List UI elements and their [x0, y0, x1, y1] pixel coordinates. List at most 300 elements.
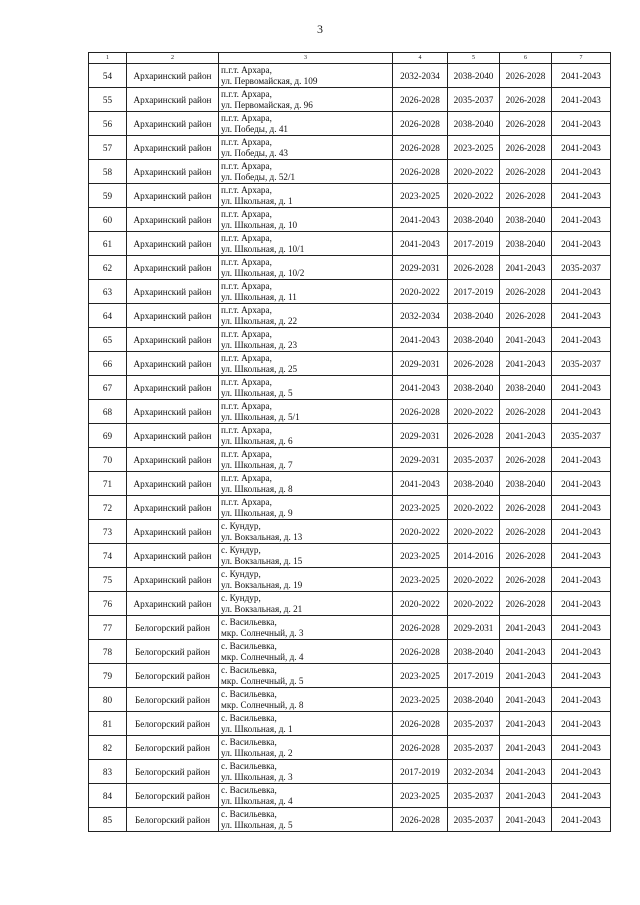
district-cell: Архаринский район	[127, 208, 219, 232]
period-cell-col4: 2026-2028	[393, 400, 448, 424]
period-cell-col4: 2020-2022	[393, 280, 448, 304]
period-cell-col4: 2017-2019	[393, 760, 448, 784]
period-cell-col5: 2038-2040	[448, 472, 500, 496]
period-cell-col7: 2041-2043	[552, 88, 611, 112]
row-number-cell: 61	[89, 232, 127, 256]
period-cell-col7: 2041-2043	[552, 520, 611, 544]
row-number-cell: 76	[89, 592, 127, 616]
period-cell-col4: 2023-2025	[393, 184, 448, 208]
table-row	[89, 616, 611, 640]
address-line: с. Васильевка,	[221, 640, 277, 651]
address-cell	[219, 736, 393, 760]
district-cell: Белогорский район	[127, 712, 219, 736]
address-line: с. Васильевка,	[221, 712, 277, 723]
address-line: ул. Школьная, д. 10/2	[221, 267, 305, 278]
address-line: п.г.т. Архара,	[221, 496, 272, 507]
address-line: п.г.т. Архара,	[221, 328, 272, 339]
address-cell	[219, 64, 393, 88]
address-line: п.г.т. Архара,	[221, 88, 272, 99]
address-line: ул. Школьная, д. 25	[221, 363, 298, 374]
district-cell: Белогорский район	[127, 688, 219, 712]
district-cell: Белогорский район	[127, 760, 219, 784]
period-cell-col7: 2041-2043	[552, 544, 611, 568]
period-cell-col7: 2035-2037	[552, 352, 611, 376]
address-cell	[219, 304, 393, 328]
period-cell-col7: 2041-2043	[552, 688, 611, 712]
row-number-cell: 73	[89, 520, 127, 544]
table-row	[89, 136, 611, 160]
period-cell-col4: 2032-2034	[393, 304, 448, 328]
table-row	[89, 112, 611, 136]
address-cell	[219, 88, 393, 112]
period-cell-col6: 2041-2043	[500, 424, 552, 448]
period-cell-col7: 2041-2043	[552, 208, 611, 232]
period-cell-col5: 2035-2037	[448, 712, 500, 736]
period-cell-col6: 2026-2028	[500, 160, 552, 184]
period-cell-col4: 2020-2022	[393, 520, 448, 544]
address-cell	[219, 640, 393, 664]
table-row	[89, 64, 611, 88]
period-cell-col6: 2026-2028	[500, 568, 552, 592]
district-cell: Архаринский район	[127, 280, 219, 304]
period-cell-col7: 2041-2043	[552, 328, 611, 352]
address-line: ул. Школьная, д. 10/1	[221, 243, 305, 254]
row-number-cell: 57	[89, 136, 127, 160]
period-cell-col7: 2041-2043	[552, 400, 611, 424]
table-row	[89, 760, 611, 784]
period-cell-col4: 2041-2043	[393, 328, 448, 352]
period-cell-col6: 2041-2043	[500, 712, 552, 736]
period-cell-col7: 2041-2043	[552, 136, 611, 160]
period-cell-col5: 2017-2019	[448, 280, 500, 304]
period-cell-col5: 2035-2037	[448, 784, 500, 808]
address-line: п.г.т. Архара,	[221, 256, 272, 267]
column-number: 3	[219, 53, 393, 64]
table-row	[89, 592, 611, 616]
period-cell-col6: 2026-2028	[500, 304, 552, 328]
table-row	[89, 568, 611, 592]
period-cell-col6: 2038-2040	[500, 376, 552, 400]
address-line: с. Кундур,	[221, 592, 261, 603]
address-cell	[219, 424, 393, 448]
district-cell: Архаринский район	[127, 400, 219, 424]
period-cell-col5: 2026-2028	[448, 352, 500, 376]
district-cell: Архаринский район	[127, 424, 219, 448]
period-cell-col5: 2038-2040	[448, 64, 500, 88]
table-row	[89, 496, 611, 520]
row-number-cell: 69	[89, 424, 127, 448]
column-number: 6	[500, 53, 552, 64]
table-row	[89, 448, 611, 472]
period-cell-col5: 2020-2022	[448, 568, 500, 592]
district-cell: Архаринский район	[127, 568, 219, 592]
row-number-cell: 66	[89, 352, 127, 376]
table-row	[89, 424, 611, 448]
period-cell-col4: 2023-2025	[393, 496, 448, 520]
row-number-cell: 62	[89, 256, 127, 280]
address-cell	[219, 280, 393, 304]
table-row	[89, 184, 611, 208]
address-line: ул. Школьная, д. 1	[221, 723, 293, 734]
district-cell: Белогорский район	[127, 736, 219, 760]
address-cell	[219, 376, 393, 400]
address-cell	[219, 688, 393, 712]
period-cell-col5: 2038-2040	[448, 640, 500, 664]
address-line: п.г.т. Архара,	[221, 160, 272, 171]
period-cell-col5: 2038-2040	[448, 304, 500, 328]
period-cell-col5: 2026-2028	[448, 424, 500, 448]
address-line: п.г.т. Архара,	[221, 424, 272, 435]
row-number-cell: 55	[89, 88, 127, 112]
period-cell-col6: 2026-2028	[500, 280, 552, 304]
table-row	[89, 160, 611, 184]
row-number-cell: 82	[89, 736, 127, 760]
table-row	[89, 280, 611, 304]
district-cell: Архаринский район	[127, 64, 219, 88]
period-cell-col4: 2029-2031	[393, 256, 448, 280]
district-cell: Архаринский район	[127, 544, 219, 568]
period-cell-col7: 2041-2043	[552, 448, 611, 472]
period-cell-col5: 2038-2040	[448, 112, 500, 136]
row-number-cell: 75	[89, 568, 127, 592]
period-cell-col6: 2026-2028	[500, 184, 552, 208]
row-number-cell: 54	[89, 64, 127, 88]
period-cell-col6: 2041-2043	[500, 736, 552, 760]
period-cell-col6: 2038-2040	[500, 208, 552, 232]
period-cell-col4: 2026-2028	[393, 640, 448, 664]
period-cell-col5: 2020-2022	[448, 400, 500, 424]
period-cell-col5: 2017-2019	[448, 664, 500, 688]
address-line: ул. Школьная, д. 11	[221, 291, 297, 302]
period-cell-col6: 2041-2043	[500, 640, 552, 664]
table-row	[89, 88, 611, 112]
address-line: ул. Школьная, д. 1	[221, 195, 293, 206]
district-cell: Архаринский район	[127, 520, 219, 544]
address-line: п.г.т. Архара,	[221, 472, 272, 483]
address-cell	[219, 112, 393, 136]
period-cell-col7: 2041-2043	[552, 616, 611, 640]
period-cell-col6: 2026-2028	[500, 496, 552, 520]
period-cell-col6: 2041-2043	[500, 664, 552, 688]
row-number-cell: 74	[89, 544, 127, 568]
period-cell-col4: 2041-2043	[393, 376, 448, 400]
period-cell-col5: 2026-2028	[448, 256, 500, 280]
period-cell-col7: 2041-2043	[552, 808, 611, 832]
table-row	[89, 712, 611, 736]
period-cell-col7: 2041-2043	[552, 112, 611, 136]
table-row	[89, 664, 611, 688]
address-line: ул. Вокзальная, д. 19	[221, 579, 303, 590]
address-line: мкр. Солнечный, д. 3	[221, 627, 304, 638]
period-cell-col6: 2026-2028	[500, 520, 552, 544]
address-cell	[219, 496, 393, 520]
address-cell	[219, 784, 393, 808]
period-cell-col6: 2041-2043	[500, 808, 552, 832]
address-line: ул. Школьная, д. 5	[221, 819, 293, 830]
period-cell-col4: 2041-2043	[393, 472, 448, 496]
district-cell: Архаринский район	[127, 328, 219, 352]
address-line: ул. Победы, д. 43	[221, 147, 289, 158]
period-cell-col4: 2023-2025	[393, 568, 448, 592]
period-cell-col5: 2035-2037	[448, 808, 500, 832]
address-line: с. Васильевка,	[221, 760, 277, 771]
period-cell-col7: 2041-2043	[552, 304, 611, 328]
row-number-cell: 83	[89, 760, 127, 784]
period-cell-col7: 2041-2043	[552, 664, 611, 688]
table-row	[89, 376, 611, 400]
period-cell-col5: 2020-2022	[448, 520, 500, 544]
row-number-cell: 79	[89, 664, 127, 688]
period-cell-col4: 2029-2031	[393, 448, 448, 472]
address-line: ул. Школьная, д. 6	[221, 435, 293, 446]
table-body	[89, 64, 611, 832]
period-cell-col4: 2041-2043	[393, 208, 448, 232]
period-cell-col4: 2026-2028	[393, 136, 448, 160]
address-line: п.г.т. Архара,	[221, 232, 272, 243]
table-row	[89, 736, 611, 760]
address-line: ул. Школьная, д. 3	[221, 771, 293, 782]
address-line: ул. Первомайская, д. 96	[221, 99, 313, 110]
district-cell: Архаринский район	[127, 136, 219, 160]
district-cell: Архаринский район	[127, 88, 219, 112]
period-cell-col4: 2026-2028	[393, 736, 448, 760]
district-cell: Архаринский район	[127, 304, 219, 328]
registry-table	[88, 52, 611, 832]
column-number: 1	[89, 53, 127, 64]
row-number-cell: 67	[89, 376, 127, 400]
address-line: п.г.т. Архара,	[221, 136, 272, 147]
address-line: ул. Вокзальная, д. 13	[221, 531, 303, 542]
address-line: п.г.т. Архара,	[221, 64, 272, 75]
address-cell	[219, 520, 393, 544]
period-cell-col5: 2020-2022	[448, 184, 500, 208]
address-line: мкр. Солнечный, д. 4	[221, 651, 304, 662]
period-cell-col6: 2041-2043	[500, 784, 552, 808]
address-cell	[219, 544, 393, 568]
address-line: с. Кундур,	[221, 544, 261, 555]
period-cell-col4: 2023-2025	[393, 688, 448, 712]
address-line: ул. Школьная, д. 4	[221, 795, 293, 806]
address-cell	[219, 184, 393, 208]
row-number-cell: 72	[89, 496, 127, 520]
address-line: с. Васильевка,	[221, 736, 277, 747]
period-cell-col6: 2038-2040	[500, 472, 552, 496]
address-line: ул. Школьная, д. 22	[221, 315, 298, 326]
address-line: ул. Школьная, д. 5/1	[221, 411, 300, 422]
address-line: ул. Школьная, д. 23	[221, 339, 298, 350]
period-cell-col6: 2026-2028	[500, 448, 552, 472]
address-cell	[219, 328, 393, 352]
period-cell-col4: 2029-2031	[393, 352, 448, 376]
period-cell-col4: 2023-2025	[393, 784, 448, 808]
period-cell-col7: 2041-2043	[552, 496, 611, 520]
district-cell: Архаринский район	[127, 112, 219, 136]
row-number-cell: 63	[89, 280, 127, 304]
period-cell-col6: 2026-2028	[500, 400, 552, 424]
row-number-cell: 65	[89, 328, 127, 352]
address-line: ул. Вокзальная, д. 15	[221, 555, 303, 566]
column-number: 7	[552, 53, 611, 64]
period-cell-col4: 2026-2028	[393, 616, 448, 640]
period-cell-col6: 2041-2043	[500, 352, 552, 376]
address-line: п.г.т. Архара,	[221, 208, 272, 219]
period-cell-col5: 2020-2022	[448, 160, 500, 184]
address-line: с. Васильевка,	[221, 808, 277, 819]
period-cell-col4: 2026-2028	[393, 160, 448, 184]
table-row	[89, 400, 611, 424]
period-cell-col7: 2041-2043	[552, 640, 611, 664]
period-cell-col7: 2035-2037	[552, 424, 611, 448]
period-cell-col7: 2041-2043	[552, 64, 611, 88]
period-cell-col6: 2026-2028	[500, 544, 552, 568]
address-line: ул. Первомайская, д. 109	[221, 75, 318, 86]
address-cell	[219, 208, 393, 232]
period-cell-col4: 2026-2028	[393, 808, 448, 832]
row-number-cell: 59	[89, 184, 127, 208]
period-cell-col4: 2023-2025	[393, 664, 448, 688]
period-cell-col6: 2041-2043	[500, 688, 552, 712]
address-cell	[219, 808, 393, 832]
address-line: п.г.т. Архара,	[221, 400, 272, 411]
district-cell: Архаринский район	[127, 160, 219, 184]
period-cell-col7: 2041-2043	[552, 592, 611, 616]
address-cell	[219, 136, 393, 160]
row-number-cell: 64	[89, 304, 127, 328]
address-line: ул. Школьная, д. 7	[221, 459, 293, 470]
period-cell-col7: 2041-2043	[552, 784, 611, 808]
period-cell-col5: 2014-2016	[448, 544, 500, 568]
row-number-cell: 71	[89, 472, 127, 496]
period-cell-col7: 2041-2043	[552, 376, 611, 400]
row-number-cell: 80	[89, 688, 127, 712]
district-cell: Архаринский район	[127, 472, 219, 496]
address-line: п.г.т. Архара,	[221, 304, 272, 315]
table-row	[89, 208, 611, 232]
address-line: ул. Вокзальная, д. 21	[221, 603, 303, 614]
column-number: 5	[448, 53, 500, 64]
period-cell-col6: 2041-2043	[500, 328, 552, 352]
period-cell-col7: 2041-2043	[552, 232, 611, 256]
district-cell: Архаринский район	[127, 232, 219, 256]
period-cell-col7: 2041-2043	[552, 712, 611, 736]
address-line: с. Васильевка,	[221, 784, 277, 795]
table-row	[89, 328, 611, 352]
address-line: с. Васильевка,	[221, 688, 277, 699]
period-cell-col5: 2032-2034	[448, 760, 500, 784]
period-cell-col6: 2041-2043	[500, 256, 552, 280]
address-cell	[219, 712, 393, 736]
period-cell-col4: 2032-2034	[393, 64, 448, 88]
period-cell-col5: 2035-2037	[448, 88, 500, 112]
address-line: ул. Школьная, д. 9	[221, 507, 293, 518]
address-cell	[219, 568, 393, 592]
period-cell-col6: 2026-2028	[500, 88, 552, 112]
district-cell: Белогорский район	[127, 664, 219, 688]
row-number-cell: 77	[89, 616, 127, 640]
address-line: п.г.т. Архара,	[221, 280, 272, 291]
period-cell-col5: 2038-2040	[448, 328, 500, 352]
column-number: 2	[127, 53, 219, 64]
district-cell: Белогорский район	[127, 808, 219, 832]
period-cell-col5: 2020-2022	[448, 592, 500, 616]
address-line: с. Васильевка,	[221, 616, 277, 627]
table-row	[89, 808, 611, 832]
period-cell-col5: 2035-2037	[448, 448, 500, 472]
address-cell	[219, 592, 393, 616]
address-line: ул. Школьная, д. 2	[221, 747, 293, 758]
period-cell-col4: 2026-2028	[393, 712, 448, 736]
period-cell-col4: 2020-2022	[393, 592, 448, 616]
address-cell	[219, 352, 393, 376]
table-row	[89, 304, 611, 328]
address-cell	[219, 160, 393, 184]
address-line: п.г.т. Архара,	[221, 184, 272, 195]
column-number: 4	[393, 53, 448, 64]
period-cell-col5: 2038-2040	[448, 208, 500, 232]
row-number-cell: 68	[89, 400, 127, 424]
table-row	[89, 352, 611, 376]
address-line: п.г.т. Архара,	[221, 376, 272, 387]
row-number-cell: 70	[89, 448, 127, 472]
period-cell-col5: 2035-2037	[448, 736, 500, 760]
period-cell-col7: 2041-2043	[552, 736, 611, 760]
period-cell-col7: 2041-2043	[552, 160, 611, 184]
page-number: 3	[317, 22, 323, 36]
address-cell	[219, 616, 393, 640]
period-cell-col6: 2026-2028	[500, 64, 552, 88]
period-cell-col7: 2041-2043	[552, 472, 611, 496]
row-number-cell: 84	[89, 784, 127, 808]
row-number-cell: 78	[89, 640, 127, 664]
period-cell-col5: 2029-2031	[448, 616, 500, 640]
table-row	[89, 640, 611, 664]
period-cell-col6: 2038-2040	[500, 232, 552, 256]
table-row	[89, 472, 611, 496]
district-cell: Архаринский район	[127, 448, 219, 472]
row-number-cell: 85	[89, 808, 127, 832]
period-cell-col4: 2041-2043	[393, 232, 448, 256]
address-cell	[219, 232, 393, 256]
district-cell: Архаринский район	[127, 184, 219, 208]
address-cell	[219, 256, 393, 280]
address-line: ул. Победы, д. 41	[221, 123, 289, 134]
address-line: мкр. Солнечный, д. 8	[221, 699, 304, 710]
address-cell	[219, 448, 393, 472]
district-cell: Белогорский район	[127, 784, 219, 808]
period-cell-col7: 2041-2043	[552, 568, 611, 592]
district-cell: Архаринский район	[127, 496, 219, 520]
district-cell: Архаринский район	[127, 592, 219, 616]
district-cell: Архаринский район	[127, 376, 219, 400]
address-cell	[219, 472, 393, 496]
address-line: мкр. Солнечный, д. 5	[221, 675, 304, 686]
address-cell	[219, 760, 393, 784]
period-cell-col5: 2023-2025	[448, 136, 500, 160]
address-line: с. Кундур,	[221, 568, 261, 579]
table-row	[89, 232, 611, 256]
address-line: ул. Школьная, д. 8	[221, 483, 293, 494]
period-cell-col6: 2041-2043	[500, 760, 552, 784]
period-cell-col5: 2017-2019	[448, 232, 500, 256]
district-cell: Архаринский район	[127, 352, 219, 376]
column-number-row	[89, 53, 611, 64]
period-cell-col4: 2026-2028	[393, 88, 448, 112]
address-line: с. Кундур,	[221, 520, 261, 531]
district-cell: Белогорский район	[127, 640, 219, 664]
period-cell-col7: 2035-2037	[552, 256, 611, 280]
row-number-cell: 58	[89, 160, 127, 184]
period-cell-col4: 2029-2031	[393, 424, 448, 448]
